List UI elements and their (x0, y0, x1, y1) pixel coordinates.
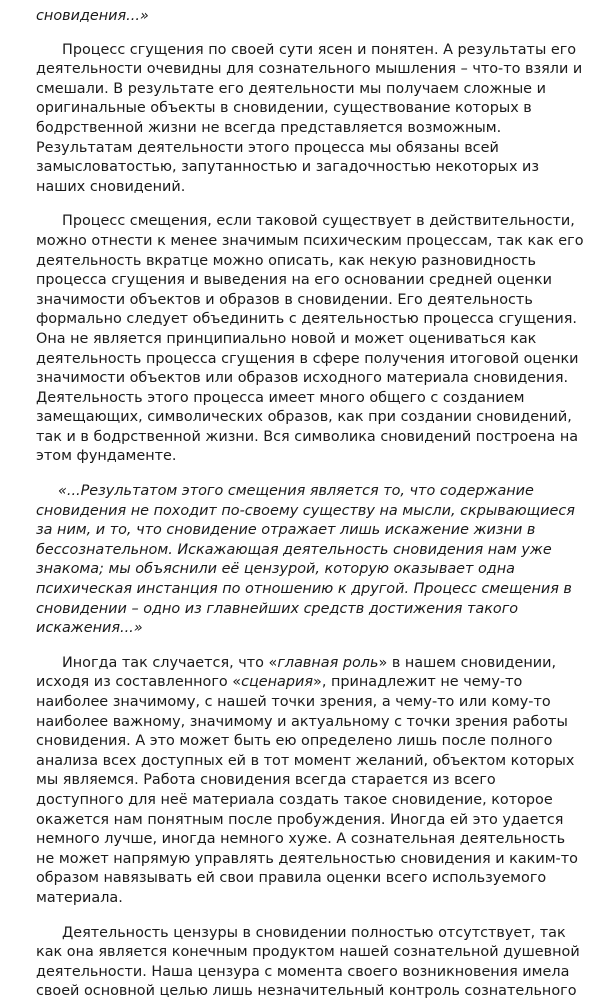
emphasis-scenario: сценария (241, 674, 314, 691)
paragraph-text-segment: Иногда так случается, что « (62, 654, 278, 671)
lead-fragment: сновидения...» (36, 8, 149, 24)
paragraph-text-segment: » в нашем сновидении, исходя из составленного « (36, 654, 557, 691)
paragraph-main-role (36, 654, 586, 909)
quotation-block: «...Результатом этого смещения является то, что содержание сновидения не походит по-своему существу на мысли, скрывающиеся за ним, и то, что сновидение отражает лишь искажение жизни в бессознательном. Искажающая деятельность сновидения нам уже знакома; мы объяснили её цензурой, которую оказывает одна психическая инстанция по отношению к другой. Процесс смещения в сновидении – одно из главнейших средств достижения такого искажения...» (36, 483, 575, 637)
paragraph-condensation: Процесс сгущения по своей сути ясен и понятен. А результаты его деятельности очевидны для сознательного мышления – что-то взяли и смешали. В результате его деятельности мы получаем сложные и оригинальные объекты в сновидении, существование которых в бодрственной жизни не всегда представляется возможным. Результатам деятельности этого процесса мы обязаны всей замысловатостью, запутанностью и загадочностью некоторых из наших сновидений. (36, 41, 583, 195)
paragraph-text-segment: », принадлежит не чему-то наиболее значимому, с нашей точки зрения, а чему-то или кому-то наиболее важному, значимому и актуальному с точки зрения работы сновидения. А это может быть ею определено лишь после полного анализа всех доступных ей в тот момент желаний, объектом которых мы являемся. Работа сновидения всегда старается из всего доступного для неё материала создать такое сновидение, которое окажется нам понятным после пробуждения. Иногда ей это удается немного лучше, иногда немного хуже. А сознательная деятельность не может напрямую управлять деятельностью сновидения и каким-то образом навязывать ей свои правила оценки всего используемого материала. (36, 674, 578, 906)
emphasis-main-role: главная роль (277, 654, 379, 671)
paragraph-censorship: Деятельность цензуры в сновидении полностью отсутствует, так как она является конечным продуктом нашей сознательной душевной деятельности. Наша цензура с момента своего возникновения имела своей основной целью лишь незначительный контроль сознательного (36, 924, 580, 1000)
paragraph-displacement: Процесс смещения, если таковой существует в действительности, можно отнести к менее значимым психическим процессам, так как его деятельность вкратце можно описать, как некую разновидность процесса сгущения и выведения на его основании средней оценки значимости объектов и образов в сновидении. Его деятельность формально следует объединить с деятельностью процесса сгущения. Она не является принципиально новой и может оцениваться как деятельность процесса сгущения в сфере получения итоговой оценки значимости объектов или образов исходного материала сновидения. Деятельность этого процесса имеет много общего с созданием замещающих, символических образов, как при создании сновидений, так и в бодрственной жизни. Вся символика сновидений построена на этом фундаменте. (36, 213, 584, 465)
